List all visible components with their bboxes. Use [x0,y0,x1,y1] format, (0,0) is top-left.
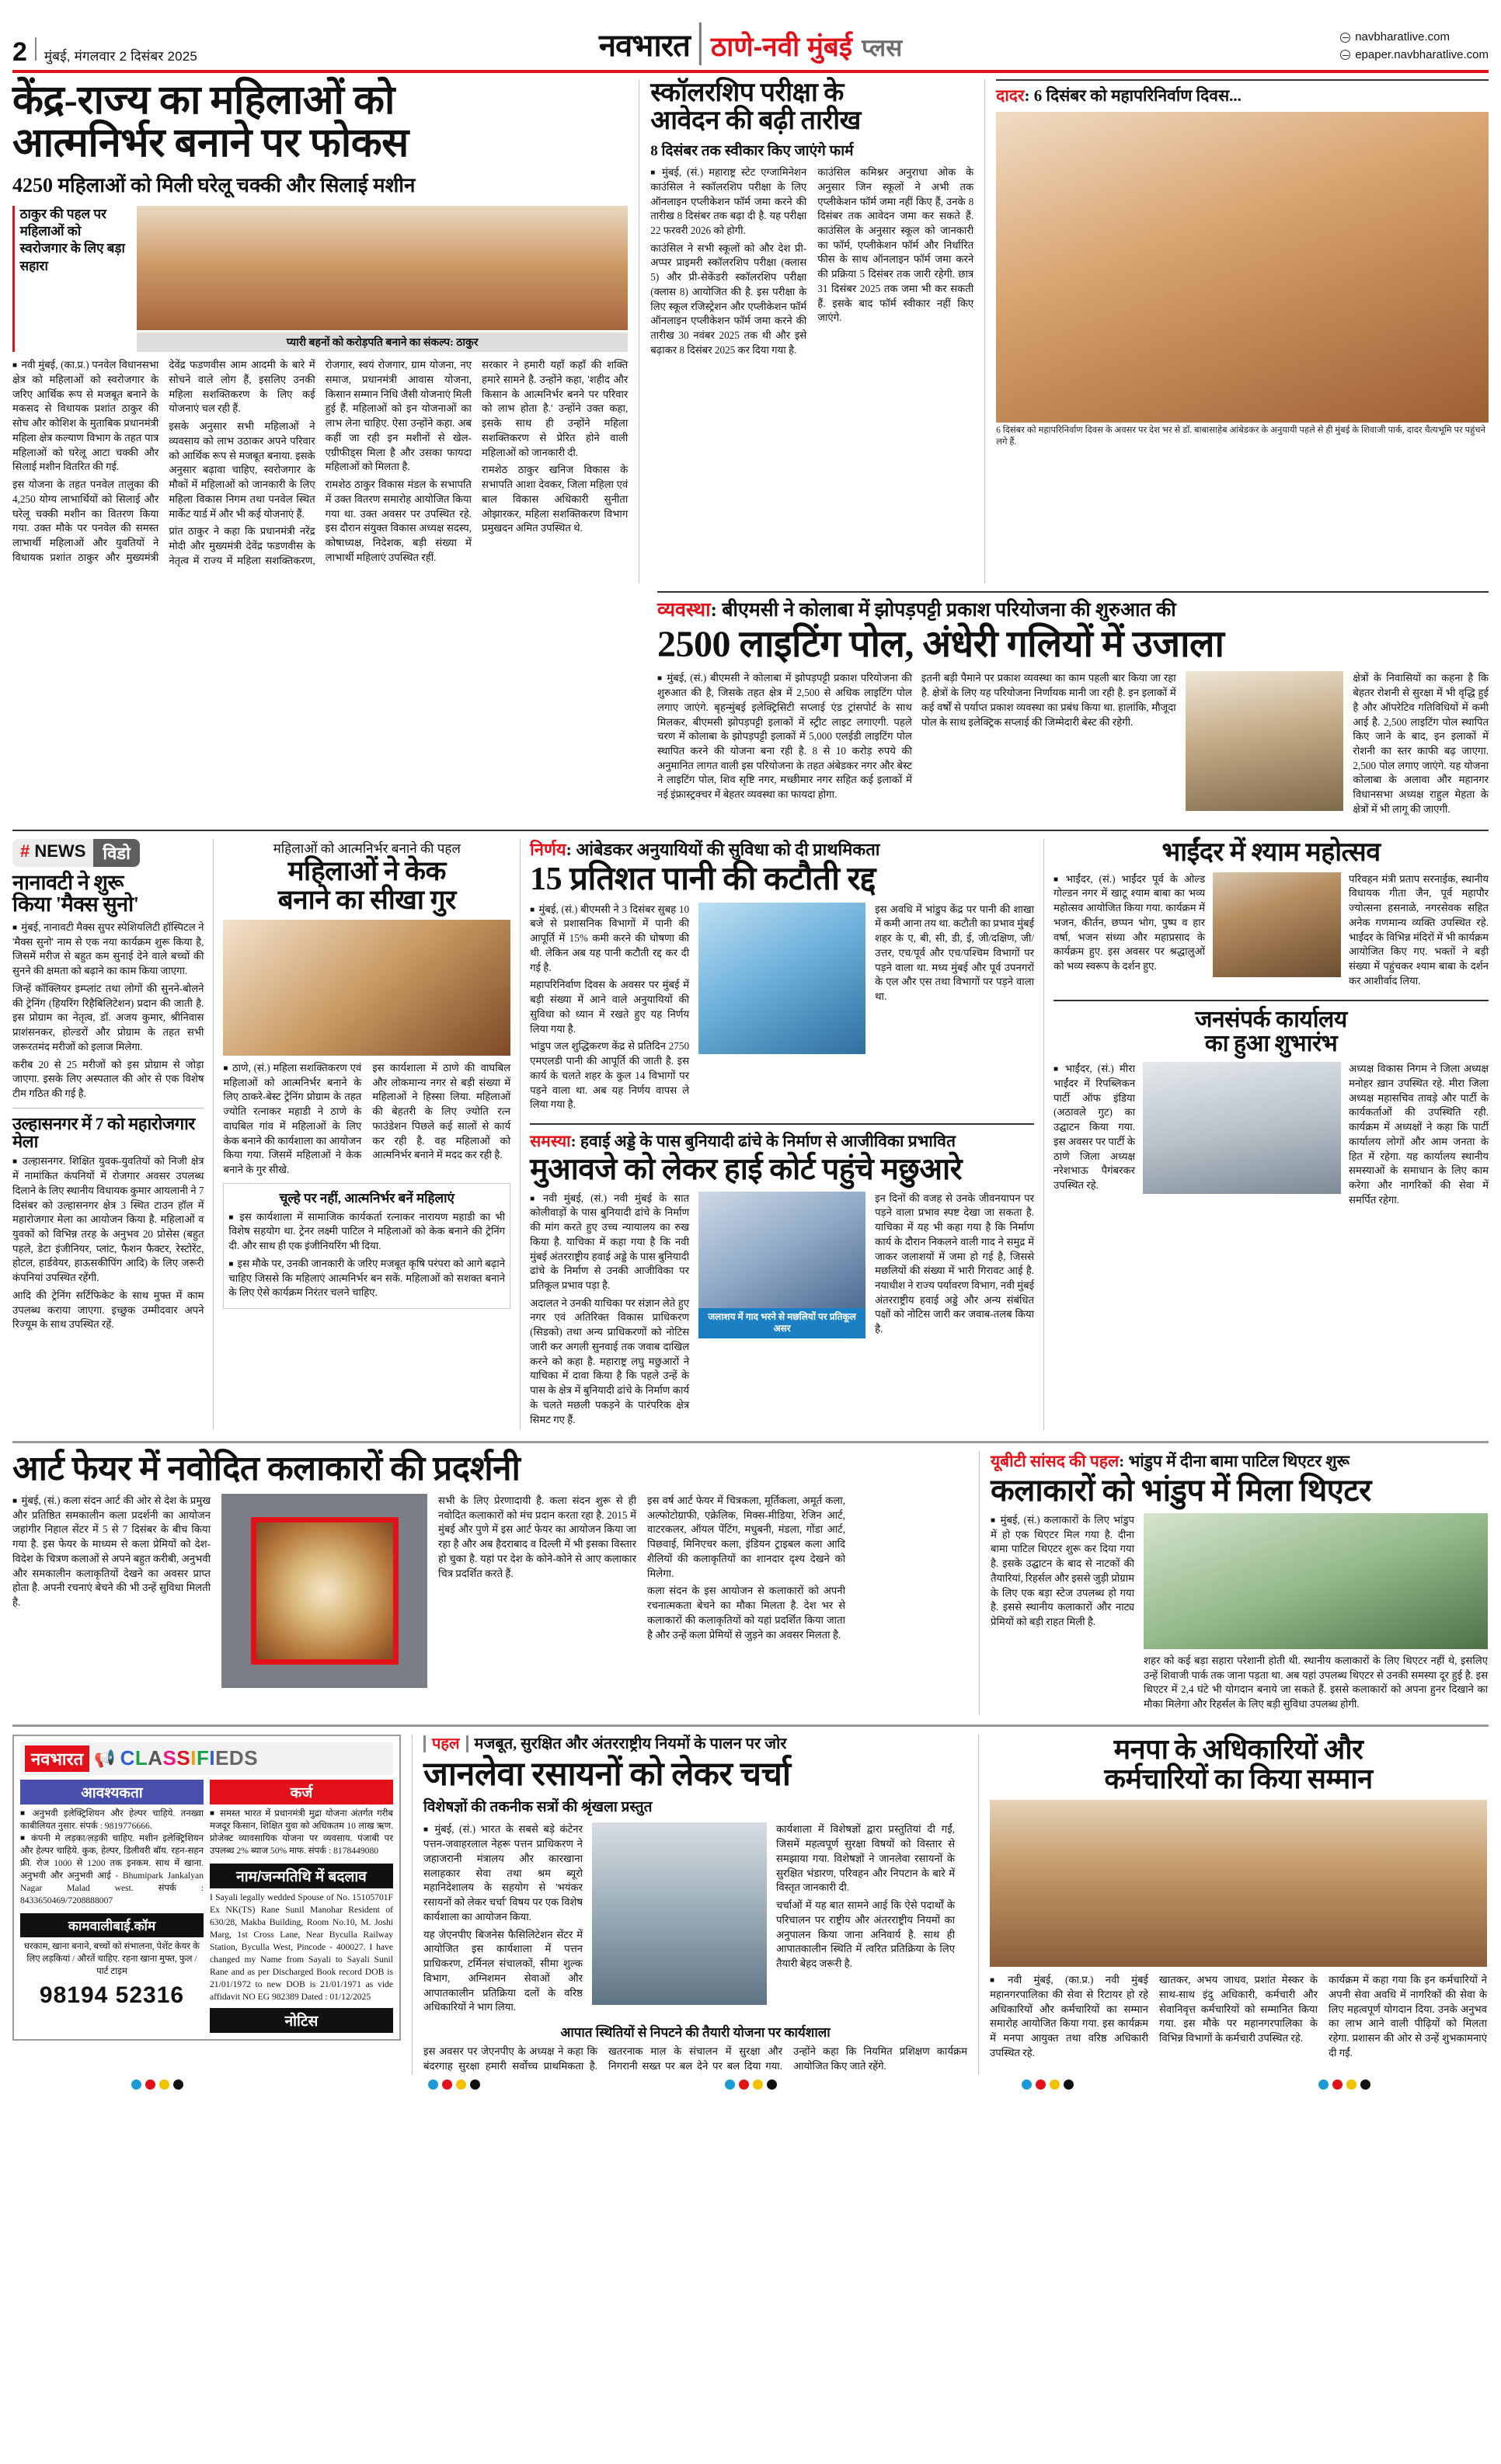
cake-story [223,839,510,1431]
dadar-top-rule [996,79,1489,81]
kicker-bar [466,1735,468,1752]
artfair-painting [251,1517,399,1665]
yellow-dot [159,2079,169,2090]
chemicals-footer-line: आपात स्थितियों से निपटने की तैयारी योजना पर कार्यशाला [560,2025,831,2041]
cyan-dot [428,2079,438,2090]
bhayandar-photo [1213,872,1341,977]
fishermen-photo-caption: जलाशय में गाद भरने से मछलियों पर प्रतिकूल असर [698,1308,865,1338]
lead-quote-block [12,206,129,352]
theatre-para-1: शहर को कई बड़ा सहारा परेशानी होती थी. स्थानीय कलाकारों के लिए थिएटर नहीं थे, इसलिए उन्हें शिवाजी पार्क तक जाना पड़ता था. अब यहां उपलब्ध थिएटर से उनकी समस्या दूर हुई है. इस थिएटर में 2,4 घंटे भी योगदान बनाये जा सकते हैं. इससे कलाकारों को अपना हुनर दिखाने का मौका मिलेगा और रिहर्सल के लिए बड़ी सुविधा उपलब्ध होगी. [1144,1654,1488,1711]
water-para-0: ■ मुंबई, (सं.) बीएमसी ने 3 दिसंबर सुबह 10 बजे से प्रशासनिक विभागों में पानी की आपूर्ति में 15% कमी करने की घोषणा की थी. लेकिन अब यह पानी कटौती रद्द कर दी गई है. [530,903,689,976]
column-divider [1043,839,1044,1431]
jansampark-content [1053,1062,1489,1210]
manpa-para-1: खातकर, अभय जाधव, प्रशांत मेस्कर के साथ-साथ इंदु अधिकारी, कर्मचारी और सेवानिवृत्त कर्मचारियों को सम्मानित किया गया. इस मौके पर महानगरपालिका के विभिन्न विभागों के कर्मचारी उपस्थित रहे. [1159,1974,1318,2045]
magenta-dot [145,2079,155,2090]
scholarship-body [650,165,973,507]
scholarship-para-1: काउंसिल ने सभी स्कूलों को और देश प्री-अप्पर प्राइमरी स्कॉलरशिप परीक्षा (क्लास 5) और प्री-सेकेंडरी स्कॉलरशिप परीक्षा (क्लास 8) आयोजित की है. इस परीक्षा के लिए स्कूल रजिस्ट्रेशन और एप्लीकेशन फॉर्म ऑनलाइन एप्लीकेशन फॉर्म जमा करने की तारीख 30 नवंबर 2025 तक थी और इसे बढ़ाकर 8 दिसंबर 2025 कर दिया गया है. [650,242,807,356]
classifieds-namechange-body: I Sayali legally wedded Spouse of No. 15105701F Ex NK(TS) Rane Sunil Manohar Resident of 630/28, Makba Building, Room No.10, M. Joshi Marg, 1st Cross Lane, Near Byculla Railway Station, Byculla West, Pincode - 400027. I have changed my Name from Sayali to Sayali Sunil Rane and as per Discharged Book record DOB is 21/01/1972 to new DOB is 21/01/1971 as vide affidavit NO EG 982389 Dated : 01/12/2025 [210,1892,393,2002]
bhayandar-col-1 [1053,872,1205,992]
jansampark-headline-line2: का हुआ शुभारंभ [1204,1031,1338,1057]
chemicals-kicker-text: मजबूत, सुरक्षित और अंतरराष्ट्रीय नियमों के पालन पर जोर [474,1735,787,1752]
classifieds-box [12,1735,401,2041]
page-number: 2 [12,37,27,67]
chemicals-para-0: ■ मुंबई, (सं.) भारत के सबसे बड़े कंटेनर पत्तन-जवाहरलाल नेहरू पत्तन प्राधिकरण ने जहाजरानी मंत्रालय और कारखाना सलाहकार सेवा तथा श्रम ब्यूरो महानिदेशालय के सहयोग से 'भयंकर रसायनों को लेकर चर्चा' विषय पर एक विशेष कार्यशाला का आयोजन किया. [423,1822,583,1924]
cake-headline-line1: महिलाओं ने केक [287,855,446,886]
lead-para-6: रामशेठ ठाकुर खनिज विकास के सभापति आशा देवकर, जिला महिला एवं बाल विकास अधिकारी सुनीता ओझारकर, महिला सशक्तिकरण विभाग प्रमुखदन अमित उपस्थित थे. [481,464,629,534]
classified-item: ■ कंपनी मे लड़का/लड़की चाहिए. मशीन इलेक्ट्रिशियन और हेल्पर चाहिये. कुक, हेल्पर, डिलीवरी बॉय. रहन-सहन फ्री. रोज 1000 से 1200 तक इनकम. साथ में खाना. अनुभवी और अनुभवी आई - Bhumipark Jankalyan Nagar Malad west. संपर्क : 8433650469/7208888007 [20,1832,204,1907]
lead-photo-wrap [137,206,628,352]
dot-group [428,2079,480,2090]
bhayandar-headline: भाईंदर में श्याम महोत्सव [1161,837,1381,867]
column-divider [213,839,214,1431]
artfair-para-3: इस वर्ष आर्ट फेयर में चित्रकला, मूर्तिकला, अमूर्त कला, अल्फोटोग्राफी, एक्रेलिक, मिक्स-मीडिया, रेजिन आर्ट, वाटरकलर, ऑयल पेंटिंग, मधुबनी, मंडला, गोंडा आर्ट, पिछवाई, मिनिएचर कला, इंडियन ट्राइबल कला आदि शैलियों की कलाकृतियों का शानदार दृश्य देखने को मिलेगा. [647,1494,845,1579]
theatre-kicker [991,1451,1488,1471]
brand-logo [599,23,902,65]
fishermen-para-0: ■ नवी मुंबई, (सं.) नवी मुंबई के सात कोलीवाड़ों के पास बुनियादी ढांचे के निर्माण की मांग करते हुए उच्च न्यायालय का रुख किया है. याचिका में कहा गया है कि नवी मुंबई अंतरराष्ट्रीय हवाई अड्डे के पास बुनियादी ढांचे के निर्माण से उनकी आजीविका पर प्रतिकूल प्रभाव पड़ा है. [530,1192,689,1293]
artfair-col-1 [12,1494,211,1688]
classified-item: ■ समस्त भारत में प्रधानमंत्री मुद्रा योजना अंतर्गत गरीब मजदूर किसान, शिक्षित युवा को अधिकतम 10 लाख ऋण. प्रोजेक्ट व्यावसायिक योजना पर व्यवसाय. पंजाबी पर उपलब्ध 2% ब्याज 50% माफ. संपर्क : 8178449080 [210,1808,393,1857]
classifieds-head-loan: कर्ज [210,1780,393,1804]
lead-para-4: रामशेठ ठाकुर विकास मंडल के सभापति में उक्त वितरण समारोह आयोजित किया गया था. उक्त अवसर पर उपस्थित रहे. इस दौरान संयुक्त विकास अध्यक्ष सदस्य, कोषाध्यक्ष, निदेशक, बड़ी संख्या में लाभार्थी महिलाएं उपस्थित रहीं. [325,479,472,563]
web-links [1340,29,1489,64]
lead-para-0: ■ नवी मुंबई, (का.प्र.) पनवेल विधानसभा क्षेत्र को महिलाओं को स्वरोजगार के जरिए आर्थिक रूप से मजबूत बनाने के मकसद से विधायक प्रशांत ठाकुर की सोच और कोशिश के मुताबिक प्रधानमंत्री महिला क्षेत्र कल्याण विभाग के तहत पात्र महिलाओं को घरेलू आटा चक्की और सिलाई मशीन वितरित की गई. [12,358,158,475]
manpa-para-2: कार्यक्रम में कहा गया कि इन कर्मचारियों ने अपनी सेवा अवधि में नागरिकों की सेवा के लिए महत्वपूर्ण योगदान दिया. उनके अनुभव का लाभ आने वाली पीढ़ियों को मिलता रहेगा. प्रशासन की ओर से उन्हें शुभकामनाएं दी गईं. [1329,1974,1487,2059]
lighting-para-1: इतनी बड़ी पैमाने पर प्रकाश व्यवस्था का काम पहली बार किया जा रहा है. क्षेत्रों के लिए यह परियोजना निर्णायक मानी जा रही है. इन इलाकों में कई वर्षों से पर्याप्त प्रकाश व्यवस्था का प्रबंध किया था. हालांकि, मौजूदा पोल के साथ इलेक्ट्रिक सप्लाई की जिम्मेदारी बेस्ट की रहेगी. [921,672,1176,728]
lighting-content [657,671,1489,820]
lead-headline-line2: आत्मनिर्भर बनाने पर फोकस [12,121,409,166]
bhayandar-content [1053,872,1489,992]
lighting-col-1 [657,671,912,820]
dot-group [1318,2079,1370,2090]
column-divider [978,1735,979,2075]
fishermen-para-2: इन दिनों की वजह से उनके जीवनयापन पर पड़ने वाला प्रभाव स्पष्ट देखा जा सकता है. याचिका में यह भी कहा गया है कि निर्माण कार्य के दौरान निकलने वाली गाद ने समुद्र में जाकर जलाशयों में जमा हो गई है, जिससे मछलियों की संख्या में भारी गिरावट आई है. नयाधीश ने राज्य पर्यावरण विभाग, नवी मुंबई अंतरराष्ट्रीय हवाई अड्डे और अन्य संबंधित पक्षों को नोटिस जारी कर जवाब-तलब किया है. [875,1192,1035,1335]
dadar-kicker [996,85,1489,106]
cake-box-body [228,1210,505,1300]
fishermen-rule [530,1123,1034,1125]
cyan-dot [1022,2079,1032,2090]
jansampark-rule [1053,1000,1489,1001]
classifieds-loan-items [210,1808,393,1857]
water-headline: 15 प्रतिशत पानी की कटौती रद्द [530,861,876,898]
dateline: मुंबई, मंगलवार 2 दिसंबर 2025 [44,49,198,64]
globe-icon [1340,50,1350,60]
jansampark-col-1 [1053,1062,1135,1210]
chemicals-col-2 [776,1822,955,2018]
chemicals-footer-body [423,2045,967,2075]
fishermen-col-1 [530,1192,689,1431]
bhayandar-column [1053,839,1489,1431]
fishermen-photo [698,1192,865,1308]
water-kicker-tag: निर्णय [530,839,566,859]
chemicals-headline: जानलेवा रसायनों को लेकर चर्चा [423,1756,791,1793]
brand-name: नवभारत [598,29,690,63]
chemicals-kicker-tag: पहल [432,1735,460,1752]
epaper-link[interactable] [1340,47,1489,64]
lighting-kicker-tag: व्यवस्था [657,600,711,621]
manpa-photo [990,1800,1487,1967]
nanavati-para-2: करीब 20 से 25 मरीजों को इस प्रोग्राम से जोड़ा जाएगा. इसके लिए अस्पताल की ओर से एक विशेष टीम गठित की गई है. [12,1058,204,1099]
chemicals-para-1: यह जेएनपीए बिजनेस फैसिलिटेशन सेंटर में आयोजित इस कार्यशाला में पत्तन प्राधिकरण, टर्मिनल संचालकों, सीमा शुल्क विभाग, अग्निशमन सेवाओं और आपातकालीन प्रतिक्रिया दलों के वरिष्ठ अधिकारियों ने भाग लिया. [423,1928,583,2013]
artfair-col-3 [647,1494,845,1688]
theatre-kicker-text: : भांडुप में दीना बामा पाटिल थिएटर शुरू [1119,1452,1350,1471]
second-band [12,839,1489,1431]
bhayandar-col-2 [1349,872,1489,992]
cake-box-point-0: ■ इस कार्यशाला में सामाजिक कार्यकर्ता रत्नाकर नारायण महाडी का भी विशेष सहयोग था. ट्रेनर लक्ष्मी पाटिल ने महिलाओं को केक बनाने की ट्रेनिंग दी. और साथ ही एक इंजीनियरिंग भी दिया. [228,1210,505,1254]
magenta-dot [1036,2079,1046,2090]
column-divider [412,1735,413,2075]
water-kicker-text: : आंबेडकर अनुयायियों की सुविधा को दी प्राथमिकता [566,839,880,859]
website-link[interactable] [1340,29,1489,47]
manpa-headline-line2: कर्मचारियों का किया सम्मान [1104,1763,1373,1795]
bhayandar-para-1: परिवहन मंत्री प्रताप सरनाईक, स्थानीय विधायक गीता जैन, पूर्व महापौर ज्योत्सना हसनाळे, नगरसेवक सहित अनेक गणमान्य व्यक्ति उपस्थित रहे. भाईंदर के विभिन्न मंदिरों में भी कार्यक्रम आयोजित किए गए. भक्तों ने बड़ी संख्या में पहुंचकर श्याम बाबा के दर्शन कर आशीर्वाद लिया. [1349,872,1489,987]
cake-para-1: इस कार्यशाला में ठाणे की वाघबिल और लोकमान्य नगर से बड़ी संख्या में महिलाओं ने हिस्सा लिया. महिलाओं की बेहतरी के लिए ज्योति रत्न फाउंडेशन पिछले कई सालों से कार्य कर रही है. वह महिलाओं को आत्मनिर्भर बनाने में मदद कर रही है. [372,1061,511,1161]
theatre-story [991,1451,1488,1715]
scholarship-story [650,79,973,583]
lighting-story [657,591,1489,820]
classifieds-logo [20,1742,393,1775]
lead-top-row [12,206,628,352]
manpa-headline-line1: मनपा के अधिकारियों और [1113,1733,1363,1765]
theatre-col-2 [1144,1654,1488,1712]
dot-group [725,2079,777,2090]
jansampark-headline-line1: जनसंपर्क कार्यालय [1195,1006,1347,1032]
artfair-photo [221,1494,427,1688]
theatre-photo-wrap [1144,1513,1488,1715]
third-band [12,1451,1489,1715]
fishermen-headline: मुआवजे को लेकर हाई कोर्ट पहुंचे मछुआरे [530,1153,963,1187]
ulhasnagar-para-0: ■ उल्हासनगर. शिक्षित युवक-युवतियों को निजी क्षेत्र में नामांकित कंपनियों में रोजगार अवसर उपलब्ध दिलाने के लिए स्थानीय विधायक कुमार आयलानी ने 7 दिसंबर को उल्हासनगर क्षेत्र 3 स्थित टाउन हॉल में महारोजगार मेला का आयोजन किया है. महिलाओं व युवकों को विभिन्न तरह के अनुभव 20 प्रोसेस (बहुत पहले, डेटा इंजीनियर, प्लांट, फैशन फैक्टर, रेस्टोरेंट, होटल, हार्डवेयर, हाऊसकीपिंग आदि) के लिए जरूरी कंपनियां उपस्थित रहेंगी. [12,1154,204,1286]
lead-subhead: 4250 महिलाओं को मिली घरेलू चक्की और सिलाई मशीन [12,174,416,197]
chemicals-kicker [423,1735,967,1754]
lighting-para-2: क्षेत्रों के निवासियों का कहना है कि बेहतर रोशनी से सुरक्षा में भी वृद्धि हुई है और ऑपरेटिव गतिविधियों में कमी आई है. 2,500 लाइटिंग पोल स्थापित किए जाने के बाद, इन इलाकों में रोशनी का स्तर काफी बढ़ जाएगा. 2,500 पोल लगाए जाएंगे. यह योजना कोलाबा के अलावा और महानगर विधानसभा अध्यक्ष राहुल मेहता के क्षेत्रों में भी लागू की जाएगी. [1353,672,1489,815]
fishermen-kicker-text: : हवाई अड्डे के पास बुनियादी ढांचे के निर्माण से आजीविका प्रभावित [570,1131,956,1150]
section-rule-2 [12,1441,1489,1443]
brand-edition: ठाणे-नवी मुंबई [710,32,853,62]
lighting-headline: 2500 लाइटिंग पोल, अंधेरी गलियों में उजाला [657,624,1224,666]
lighting-top-rule [657,591,1489,593]
chemicals-para-4: इस अवसर पर जेएनपीए के अध्यक्ष ने कहा कि बंदरगाह सुरक्षा हमारी सर्वोच्च प्राथमिकता है. खतरनाक माल के संचालन में सुरक्षा और निगरानी सख्त पर बल देने पर बल दिया गया. उन्होंने कहा कि नियमित प्रशिक्षण कार्यक्रम आयोजित किए जाते रहेंगे. [423,2045,967,2072]
section-rule-3 [12,1724,1489,1727]
classified-item: ■ अनुभवी इलेक्ट्रिशियन और हेल्पर चाहिये. तनख्वा काबीलियत नुसार. संपर्क : 9819776666. [20,1808,204,1832]
chemicals-para-2: कार्यशाला में विशेषज्ञों द्वारा प्रस्तुतियां दी गईं, जिसमें महत्वपूर्ण सुरक्षा विषयों को विस्तार से समझाया गया. विशेषज्ञों ने जानलेवा रसायनों के सुरक्षित भंडारण, परिवहन और निपटान के बारे में विस्तृत जानकारी दी. [776,1823,955,1894]
news-video-label-right: विडो [93,839,139,867]
jansampark-para-1: अध्यक्ष विकास निगम ने जिला अध्यक्ष मनोहर ख़ान उपस्थित रहे. मीरा जिला अध्यक्ष महासचिव तावड़े और पार्टी के कार्यकर्ताओं की उपस्थिति रही. कार्यक्रम में अध्यक्षों ने कहा कि पार्टी कार्यालय लोगों और आम जनता के हित में रहेगा. यह कार्यालय स्थानीय समस्याओं के समाधान के लिए काम करेगा और नागरिकों की सेवा में समर्पित रहेगा. [1349,1063,1489,1206]
water-fishermen-column [530,839,1034,1431]
classifieds-brand: नवभारत [25,1745,89,1772]
water-para-3: इस अवधि में भांडुप केंद्र पर पानी की शाखा में कमी आना तय था. कटौती का प्रभाव मुंबई शहर के ए, बी, सी, डी, ई, जी/दक्षिण, जी/उत्तर, एच/पूर्व और एच/पश्चिम विभागों पर पड़ने वाला था. मध्य मुंबई और पूर्व उपनगरों के एल और एस तथा विभागों पर पड़ने वाला था. [875,903,1035,1003]
chemicals-subhead: विशेषज्ञों की तकनीक सत्रों की श्रृंखला प्रस्तुत [423,1799,653,1816]
ulhasnagar-headline: उल्हासनगर में 7 को महारोजगार मेला [12,1113,195,1152]
nanavati-headline-line1: नानावटी ने शुरू [12,870,124,894]
scholarship-subhead: 8 दिसंबर तक स्वीकार किए जाएंगे फार्म [650,143,854,160]
artfair-headline: आर्ट फेयर में नवोदित कलाकारों की प्रदर्शनी [12,1450,521,1488]
lead-para-3: प्रांत ठाकुर ने कहा कि प्रधानमंत्री नरेंद्र मोदी और मुख्यमंत्री देवेंद्र फडणवीस के नेतृत्व में राज्य में महिला सशक्तिकरण, रोजगार, स्वयं रोजगार, ग्राम योजना, नए समाज, प्रधानमंत्री आवास योजना, किसान सम्मान निधि जैसी योजनाएं मिली हुई हैं. महिलाओं को इन योजनाओं का लाभ लेना चाहिए. ऐसा उन्होंने कहा. अब कहीं जा रही इन मशीनों से खेल-एग्रीफीड्स मिला है और उसका फायदा महिलाओं को मिलता है. [169,359,472,566]
artfair-story [12,1451,968,1715]
quote-bar [12,206,15,352]
lighting-col-3 [1353,671,1489,820]
lighting-col-2 [921,671,1176,820]
manpa-story [990,1735,1487,2075]
theatre-kicker-tag: यूबीटी सांसद की पहल [991,1452,1120,1471]
fishermen-kicker-tag: समस्या [530,1131,571,1150]
jansampark-para-0: ■ भाईंदर, (सं.) मीरा भाईंदर में रिपब्लिकन पार्टी ऑफ इंडिया (अठावले गुट) का उद्घाटन किया गया. इस अवसर पर पार्टी के ठाणे जिला अध्यक्ष नरेशभाऊ पैगंबरकर उपस्थित रहे. [1053,1062,1135,1193]
artfair-col-2 [438,1494,636,1688]
cake-photo [223,920,510,1056]
news-video-badge[interactable] [12,839,140,867]
fishermen-kicker [530,1131,1034,1151]
artfair-para-2: सभी के लिए प्रेरणादायी है. कला संदन शुरू से ही नवोदित कलाकारों को मंच प्रदान करता रहा है. 2015 में मुंबई और पुणे में इस आर्ट फेयर का आयोजन किया जा रहा है और अब हैदराबाद व दिल्ली में भी इसका विस्तार हो चुका है. यहां पर देश के कोने-कोने से आए कलाकार चित्र प्रदर्शित करते हैं. [438,1494,636,1579]
classifieds-head-kaamwali: कामवालीबाई.कॉम [20,1913,204,1937]
jansampark-col-2 [1349,1062,1489,1210]
water-col-2 [875,903,1034,1115]
chemicals-col-1 [423,1822,583,2018]
classifieds-head-notice: नोटिस [210,2008,393,2033]
lead-story [12,79,628,583]
cyan-dot [725,2079,735,2090]
news-video-label-left: # NEWS [12,839,93,867]
chemicals-photo [592,1822,767,2005]
news-video-column [12,839,204,1431]
water-kicker [530,839,1034,861]
classifieds-col-required [20,1780,204,2033]
nanavati-para-1: जिन्हें कॉक्लियर इम्प्लांट तथा लोगों की सुनने-बोलने की ट्रेनिंग (हियरिंग रिहैबिलिटेशन) प्रदान की जाती है. इस प्रोग्राम का नेतृत्व, डॉ. अजय कुमार, श्रीनिवास प्राशंसनकर, होल्डरों और प्रोग्राम के तहत सभी जरूरतमंद मरीजों को इलाज मिलेगा. [12,982,204,1053]
black-dot [767,2079,777,2090]
cake-para-0: ■ ठाणे, (सं.) महिला सशक्तिकरण एवं महिलाओं को आत्मनिर्भर बनाने के लिए ठाकरे-बेस्ट ट्रेनिंग प्रोग्राम के तहत ज्योति रत्नाकर महाडी ने ठाणे के वाघबिल गांव में महिलाओं के लिए केक बनाने की कार्यशाला का आयोजन किया गया. जिसमें महिलाओं ने केक बनाने के गुर सीखे. [223,1061,361,1178]
black-dot [173,2079,183,2090]
column-divider [520,839,521,1431]
top-section [12,79,1489,583]
lead-photo-caption: प्यारी बहनों को करोड़पति बनाने का संकल्प: ठाकुर [137,332,628,352]
folio [12,37,197,65]
classifieds-word: CLASSIFIEDS [120,1746,259,1770]
lead-para-2: इसके अनुसार सभी महिलाओं ने व्यवसाय को लाभ उठाकर अपने परिवार को आर्थिक रूप से मजबूत बनाया. इसके अनुसार बढ़ावा चाहिए, स्वरोजगार के मौकों में महिलाओं को जानकारी के लिए महिला विकास निगम तथा पनवेल स्थित मार्केट यार्ड में और भी कई योजनाएं हैं. [169,420,315,520]
cyan-dot [1318,2079,1329,2090]
classifieds-kaamwali-body: घरकाम, खाना बनाने, बच्चों को संभालना, पेशेंट केयर के लिए लड़कियां / औरतें चाहिए. रहना खाना मुफ्त, फुल / पार्ट टाइम [24,1940,200,1976]
dot-group [1022,2079,1074,2090]
magenta-dot [442,2079,452,2090]
chemicals-para-3: चर्चाओं में यह बात सामने आई कि ऐसे पदार्थों के परिचालन पर राष्ट्रीय और अंतरराष्ट्रीय नियमों का अनुपालन किया जाना अनिवार्य है. साथ ही आपातकालीन स्थिति में त्वरित प्रतिक्रिया के लिए तैयारी बेहद जरूरी है. [776,1899,955,1970]
theatre-col-1 [991,1513,1134,1715]
dadar-feature [996,79,1489,583]
section-rule-1 [12,830,1489,831]
water-para-1: महापरिनिर्वाण दिवस के अवसर पर मुंबई में बड़ी संख्या में आने वाले अनुयायियों की सुविधा को ध्यान में रखते हुए यह निर्णय लिया गया है. [530,979,690,1035]
cake-kicker: महिलाओं को आत्मनिर्भर बनाने की पहल [273,840,461,856]
black-dot [1064,2079,1074,2090]
water-photo [698,903,865,1054]
cake-box-title: चूल्हे पर नहीं, आत्मनिर्भर बनें महिलाएं [279,1190,454,1206]
registration-dots [12,2075,1489,2090]
dot-group [131,2079,183,2090]
scholarship-para-2: काउंसिल कमिश्नर अनुराधा ओक के अनुसार जिन स्कूलों ने अभी तक एप्लीकेशन फॉर्म जमा नहीं किए हैं, उनके 8 दिसंबर तक आवेदन जमा कर सकते हैं. काउंसिल के अनुसार स्कूल को जानकारी का फॉर्म, एप्लीकेशन फॉर्म और निर्धारित फीस के साथ ऑनलाइन फॉर्म जमा करने की प्रक्रिया 5 दिसंबर तक जारी रहेगी. छात्र 31 दिसंबर 2025 तक जमा भी कर सकती हैं. इसके बाद फॉर्म स्वीकार नहीं किए जाएंगे. [817,166,974,324]
artfair-content [12,1494,968,1688]
lighting-para-0: ■ मुंबई, (सं.) बीएमसी ने कोलाबा में झोपड़पट्टी प्रकाश परियोजना की शुरुआत की है, जिसके तहत क्षेत्र में 2,500 से अधिक लाइटिंग पोल लगाए जाएंगे. बृहन्मुंबई इलेक्ट्रिसिटी सप्लाई एंड ट्रांसपोर्ट के साथ मिलकर, बीएमसी झोपड़पट्टी इलाकों में स्ट्रीट लाइट लगाएगी. पहले चरण में कोलाबा के झोपड़पट्टी इलाकों में 5,000 एलईडी लाइटिंग पोल स्थापित करने की योजना बना रही है. 8 से 10 करोड़ रुपये की अनुमानित लागत वाली इस परियोजना के तहत अंबेडकर नगर और बेस्ट ने लाइटिंग पोल, शिव सृष्टि नगर, मच्छीमार नगर सहित कई इलाकों में नई इंफ्रास्ट्रक्चर में बेहतर व्यवस्था का फायदा होगा. [657,671,912,802]
megaphone-icon: 📢 [94,1748,116,1768]
lighting-kicker [657,598,1489,622]
artfair-para-1: कला संदन के इस आयोजन से कलाकारों को अपनी रचनात्मकता बेचने का मौका मिलता है. देश भर से कलाकारों की कलाकृतियों को यहां प्रदर्शित किया जाता है और उन्हें कला प्रेमियों से जुड़ने का अवसर मिलता है. [647,1585,845,1641]
dadar-kicker-text: : 6 दिसंबर को महापरिनिर्वाण दिवस... [1024,86,1242,105]
cake-box-point-1: ■ इस मौके पर, उनकी जानकारी के जरिए मजबूत कृषि परंपरा को आगे बढ़ाने चाहिए जिससे कि महिलाएं आत्मनिर्भर बन सकें. महिलाओं को सशक्त बनाने के लिए ऐसे कार्यक्रम निरंतर चलने चाहिए. [228,1257,505,1300]
manpa-body [990,1973,1487,2060]
dadar-photo [996,112,1489,423]
theatre-content [991,1513,1488,1715]
epaper-url: epaper.navbharatlive.com [1355,47,1489,61]
water-col-1 [530,903,689,1115]
theatre-photo [1144,1513,1488,1649]
manpa-para-0: ■ नवी मुंबई, (का.प्र.) नवी मुंबई महानगरपालिका की सेवा से रिटायर हो रहे अधिकारियों और कर्मचारियों का सम्मान समारोह आयोजित किया गया. इस कार्यक्रम में मनपा आयुक्त तथा वरिष्ठ अधिकारी उपस्थित रहे. [990,1973,1148,2060]
lead-headline-line1: केंद्र-राज्य का महिलाओं को [12,78,395,123]
yellow-dot [753,2079,763,2090]
nanavati-para-0: ■ मुंबई, नानावटी मैक्स सुपर स्पेशियलिटी हॉस्पिटल ने 'मैक्स सुनो' नाम से एक नया कार्यक्रम शुरू किया है, जिसमें मरीज से बहुत कम सुनाई देने वाले बच्चों की सुनने की क्षमता को बढ़ाने का काम किया जाएगा. [12,921,204,979]
ulhasnagar-para-1: आदि की ट्रेनिंग सर्टिफिकेट के साथ मुफ्त में काम उपलब्ध कराया जाएगा. इच्छुक उम्मीदवार अपने रिज्यूम के साथ उपस्थित रहें. [12,1289,204,1331]
cake-body [223,1061,510,1178]
water-para-2: भांडुप जल शुद्धिकरण केंद्र से प्रतिदिन 2750 एमएलडी पानी की आपूर्ति की जाती है. इस कार्य के चलते शहर के कुल 14 विभागों पर पड़ने वाला था. अब यह निर्णय वापस ले लिया गया है. [530,1040,690,1111]
lighting-kicker-text: : बीएमसी ने कोलाबा में झोपड़पट्टी प्रकाश परियोजना की शुरुआत की [710,600,1176,621]
scholarship-para-0: ■ मुंबई, (सं.) महाराष्ट्र स्टेट एग्जामिनेशन काउंसिल ने स्कॉलरशिप परीक्षा के लिए ऑनलाइन एप्लीकेशन फॉर्म जमा करने की तारीख 8 दिसंबर तक बढ़ा दी है. यह परीक्षा 22 फरवरी 2026 को होगी. [650,165,806,238]
yellow-dot [1050,2079,1060,2090]
lead-para-5: सरकार ने हमारी यहाँ कहाँ की शक्ति हमारे सामने है. उन्होंने कहा, 'शहीद और किसान के आत्मनिर्भर बनने पर परिवार को लाभ होता है.' उन्होंने उक्त कहा, इसके साथ ही उन्होंने महिला सशक्तिकरण से प्रेरित होने वाली महिलाओं को जानकारी दी. [481,359,629,458]
column-divider [984,79,985,583]
brand-divider [699,23,702,65]
lead-sidebar-quote: ठाकुर की पहल पर महिलाओं को स्वरोजगार के लिए बड़ा सहारा [19,207,125,273]
bhayandar-para-0: ■ भाईंदर, (सं.) भाईंदर पूर्व के ओल्ड गोल्डन नगर में खाटू श्याम बाबा का भव्य महोत्सव आयोजित किया गया. कार्यक्रम में भजन, कीर्तन, छप्पन भोग, पुष्प व हार वर्षा, भजन संध्या और महाप्रसाद के कार्यक्रम हुए. इस अवसर पर श्रद्धालुओं को भव्य स्वरूप के दर्शन हुए. [1053,872,1205,974]
theatre-headline: कलाकारों को भांडुप में मिला थिएटर [991,1472,1371,1508]
masthead [12,14,1489,65]
theatre-para-0: ■ मुंबई, (सं.) कलाकारों के लिए भांडुप में हो एक थिएटर मिल गया है. दीना बामा पाटिल थिएटर शुरू कर दिया गया है. इसके उद्घाटन के बाद से नाटकों की तैयारियां, रिहर्सल और इससे जुड़ी प्रोग्राम के लिए एक बड़ा स्टेज उपलब्ध हो गया है. इससे स्थानीय कलाकारों और नाट्य प्रेमियों को बड़ी राहत मिली है. [991,1513,1134,1630]
website-url: navbharatlive.com [1355,30,1450,44]
ulhasnagar-body [12,1154,204,1332]
lead-para-1: इस योजना के तहत पनवेल तालुका की 4,250 योग्य लाभार्थियों को सिलाई और घरेलू चक्की मशीन का वितरण किया गया. उक्त मौके पर पनवेल की समस्त लाभार्थी महिलाओं और युवतियों ने विधायक प्रशांत ठाकुर और मुख्यमंत्री देवेंद्र फडणवीस आम आदमी के बारे में सोचने वाले लोग हैं, इसलिए उनकी महिला सशक्तिकरण के लिए कई योजनाएं चल रही हैं. [12,359,315,563]
chemicals-content [423,1822,967,2018]
black-dot [470,2079,480,2090]
classifieds-col-loan [210,1780,393,2033]
bottom-band [12,1735,1489,2075]
cake-headline-line2: बनाने का सीखा गुर [277,884,456,915]
classifieds-head-namechange: नाम/जन्मतिथि में बदलाव [210,1864,393,1888]
classifieds-phone[interactable]: 98194 52316 [39,1982,185,2008]
water-content [530,903,1034,1115]
black-dot [1360,2079,1370,2090]
dadar-kicker-tag: दादर [996,86,1025,105]
classifieds-block[interactable] [12,1735,401,2075]
nanavati-headline-line2: किया 'मैक्स सुनो' [12,893,139,917]
masthead-rule [12,70,1489,73]
lead-body [12,358,628,583]
classifieds-required-items [20,1808,204,1907]
folio-divider [35,37,37,61]
magenta-dot [739,2079,749,2090]
column-divider [979,1451,980,1715]
cake-box [223,1183,510,1309]
lighting-photo [1186,671,1344,811]
yellow-dot [1346,2079,1356,2090]
fishermen-para-1: अदालत ने उनकी याचिका पर संज्ञान लेते हुए नगर एवं अतिरिक्त विकास प्राधिकरण (सिडको) तथा अन्य प्राधिकरणों को नोटिस जारी कर अगली सुनवाई तक जवाब दाखिल करने को कहा है. महाराष्ट्र लघु मछुआरों ने याचिका में दावा किया है कि पहले उन्हें के पास के क्षेत्र में बुनियादी ढांचे के निर्माण कार्य के चलते मछली पकड़ने के पारंपरिक क्षेत्र सिमट गए हैं. [530,1296,690,1425]
brand-plus: प्लस [862,34,903,61]
globe-icon [1340,33,1350,43]
scholarship-headline-line2: आवेदन की बढ़ी तारीख [650,106,861,136]
chemicals-story [423,1735,967,2075]
classifieds-head-required: आवश्यकता [20,1780,204,1804]
kicker-bar [423,1735,426,1752]
cyan-dot [131,2079,141,2090]
dadar-photo-caption: 6 दिसंबर को महापरिनिर्वाण दिवस के अवसर पर देश भर से डॉ. बाबासाहेब आंबेडकर के अनुयायी पहले से ही मुंबई के शिवाजी पार्क, दादर चैत्यभूमि पर पहुंचने लगे हैं. [996,426,1485,447]
scholarship-headline-line1: स्कॉलरशिप परीक्षा के [650,78,844,107]
nanavati-body [12,921,204,1101]
fishermen-photo-wrap [698,1192,865,1431]
artfair-para-0: ■ मुंबई, (सं.) कला संदन आर्ट की ओर से देश के प्रमुख और प्रतिष्ठित समकालीन कला प्रदर्शनी का आयोजन जहांगीर निहाल सेंटर में 5 से 7 दिसंबर के बीच किया गया है. इस फेयर के माध्यम से कला प्रेमियों को देश-विदेश के चित्रण कलाओं से अपने बहुत करीबी, अनुभवी और समकालीन कलाकृतियों देखने का अवसर प्राप्त होता है. अपनी रचनाएं बेचने की भी उन्हें सुविधा मिलती है. [12,1494,211,1610]
fishermen-content [530,1192,1034,1431]
fishermen-col-2 [875,1192,1034,1431]
jansampark-photo [1143,1062,1341,1194]
yellow-dot [456,2079,466,2090]
lead-photo [137,206,628,330]
magenta-dot [1332,2079,1343,2090]
classifieds-columns [20,1780,393,2033]
